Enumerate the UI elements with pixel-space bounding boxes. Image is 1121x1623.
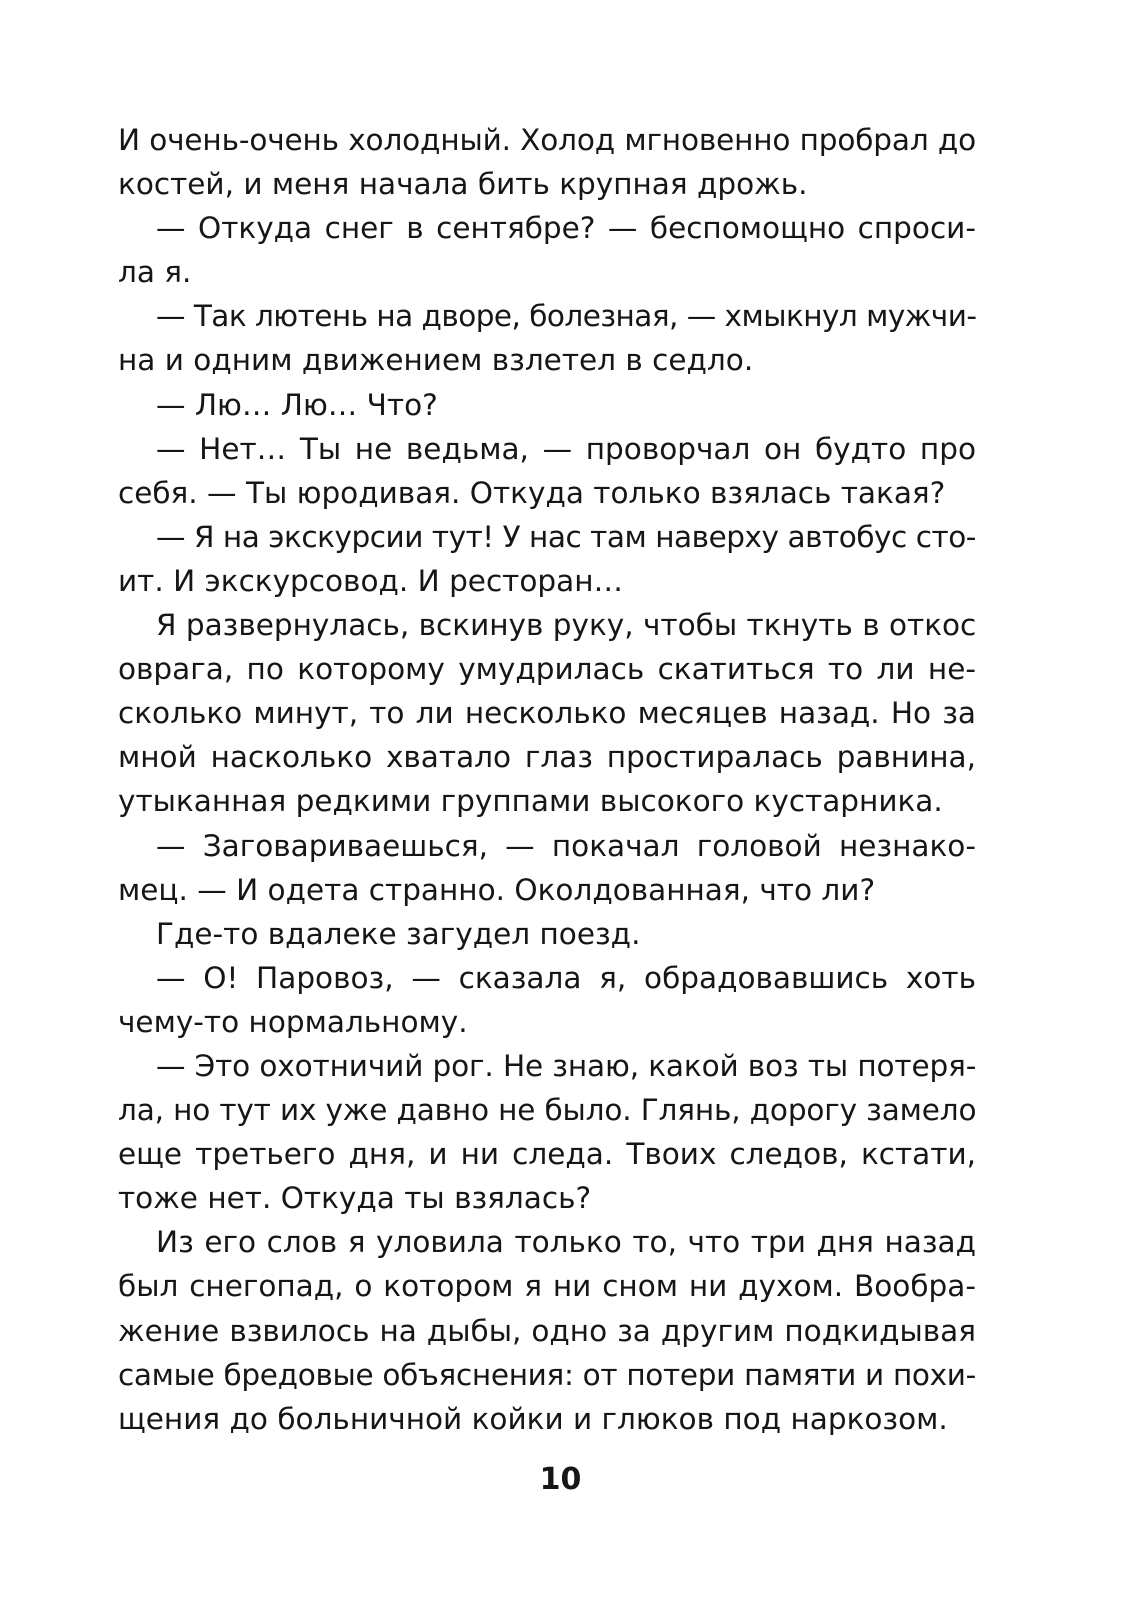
text-line: — Это охотничий рог. Не знаю, какой воз ты потеря-: [156, 1048, 977, 1083]
text-line: — Откуда снег в сентябре? — беспомощно спроси-: [156, 211, 976, 246]
text-line: утыканная редкими группами высокого кустарника.: [118, 784, 943, 819]
text-line: ла я.: [118, 255, 192, 290]
text-line: ла, но тут их уже давно не было. Глянь, дорогу замело: [118, 1093, 977, 1128]
text-line: оврага, по которому умудрилась скатиться то ли не-: [118, 652, 976, 687]
text-line: сколько минут, то ли несколько месяцев назад. Но за: [118, 696, 976, 731]
text-line: — О! Паровоз, — сказала я, обрадовавшись хоть: [156, 960, 976, 995]
text-line: И очень-очень холодный. Холод мгновенно пробрал до: [118, 123, 976, 157]
text-line: Где-то вдалеке загудел поезд.: [156, 916, 641, 951]
text-line: еще третьего дня, и ни следа. Твоих следов, кстати,: [118, 1137, 976, 1172]
text-line: костей, и меня начала бить крупная дрожь.: [118, 167, 808, 202]
page-number: 10: [539, 1462, 582, 1497]
text-line: — Лю… Лю… Что?: [156, 387, 438, 422]
text-line: мец. — И одета странно. Околдованная, что ли?: [118, 872, 876, 907]
text-line: Из его слов я уловила только то, что три дня назад: [156, 1225, 976, 1260]
text-line: — Нет… Ты не ведьма, — проворчал он будто про: [156, 431, 976, 466]
text-line: — Так лютень на дворе, болезная, — хмыкнул мужчи-: [156, 299, 977, 334]
text-line: самые бредовые объяснения: от потери памяти и похи-: [118, 1357, 976, 1392]
text-line: — Я на экскурсии тут! У нас там наверху автобус сто-: [156, 519, 976, 554]
text-line: чему-то нормальному.: [118, 1004, 468, 1039]
text-line: — Заговариваешься, — покачал головой незнако-: [156, 828, 976, 863]
text-line: жение взвилось на дыбы, одно за другим подкидывая: [118, 1313, 976, 1348]
text-line: ит. И экскурсовод. И ресторан…: [118, 563, 624, 598]
page-body-text: [118, 118, 976, 1441]
text-line: Я развернулась, вскинув руку, чтобы ткнуть в откос: [156, 608, 977, 643]
text-line: на и одним движением взлетел в седло.: [118, 343, 754, 378]
text-line: тоже нет. Откуда ты взялась?: [118, 1181, 592, 1216]
text-line: был снегопад, о котором я ни сном ни духом. Вообра-: [118, 1269, 976, 1304]
text-line: щения до больничной койки и глюков под наркозом.: [118, 1401, 948, 1436]
text-line: себя. — Ты юродивая. Откуда только взялась такая?: [118, 475, 946, 510]
text-line: мной насколько хватало глаз простиралась равнина,: [118, 740, 976, 775]
